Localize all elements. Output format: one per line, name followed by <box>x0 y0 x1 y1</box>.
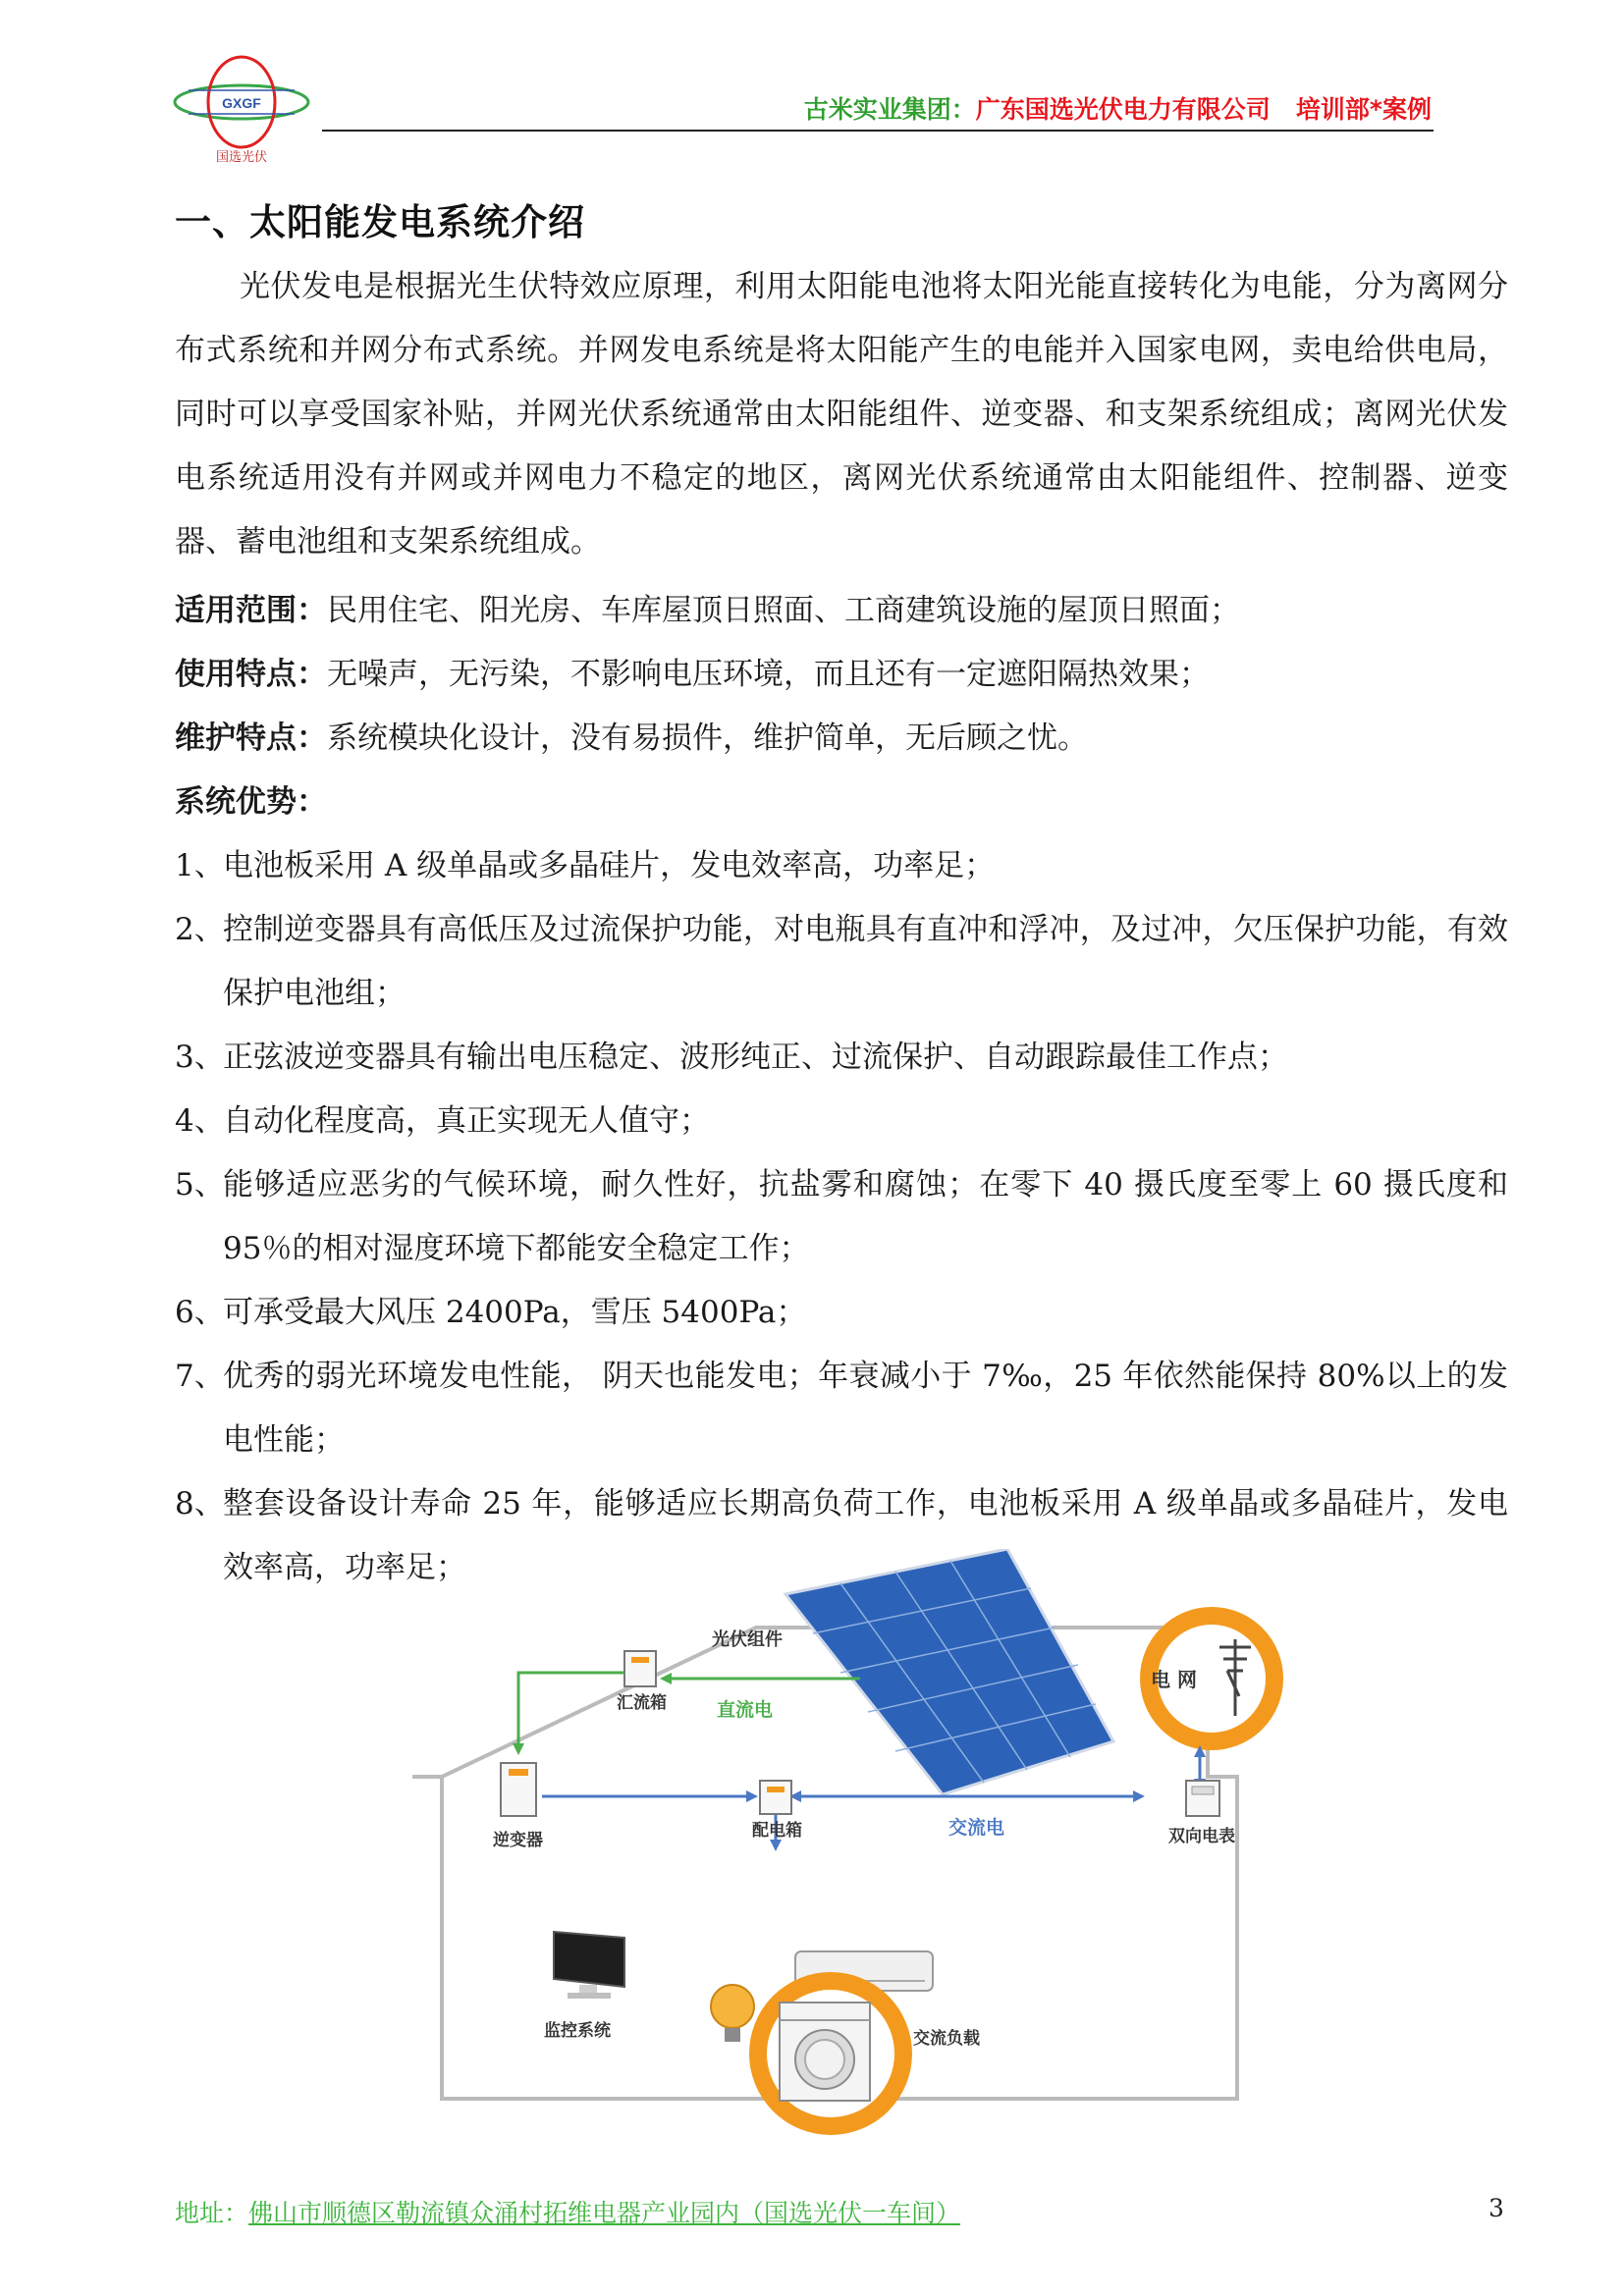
footer-address-text: 佛山市顺德区勒流镇众涌村拓维电器产业园内（国选光伏一车间） <box>248 2199 961 2227</box>
distribution-label: 配电箱 <box>752 1821 802 1841</box>
page-number: 3 <box>1489 2194 1504 2222</box>
list-text: 控制逆变器具有高低压及过流保护功能，对电瓶具有直冲和浮冲，及过冲，欠压保护功能，有效保护电池组； <box>223 912 1508 1011</box>
list-text: 自动化程度高，真正实现无人值守； <box>223 1103 710 1139</box>
feature-label: 适用范围： <box>175 593 327 628</box>
feature-label: 使用特点： <box>175 657 327 692</box>
list-number: 6、 <box>175 1295 225 1330</box>
list-number: 8、 <box>175 1486 225 1522</box>
company-logo <box>169 51 314 167</box>
list-item <box>175 898 1508 1026</box>
intro-paragraph: 光伏发电是根据光生伏特效应原理，利用太阳能电池将太阳光能直接转化为电能，分为离网分布式系统和并网分布式系统。并网发电系统是将太阳能产生的电能并入国家电网，卖电给供电局，同时可以享受国家补贴，并网光伏系统通常由太阳能组件、逆变器、和支架系统组成；离网光伏发电系统适用没有并网或并网电力不稳定的地区，离网光伏系统通常由太阳能组件、控制器、逆变器、蓄电池组和支架系统组成。 <box>175 269 1508 560</box>
section-heading: 一、太阳能发电系统介绍 <box>175 201 585 243</box>
list-item <box>175 1090 1508 1153</box>
list-item <box>175 834 1508 898</box>
list-number: 5、 <box>175 1167 225 1202</box>
list-number: 1、 <box>175 848 225 883</box>
feature-text: 系统模块化设计，没有易损件，维护简单，无后顾之忧。 <box>327 721 1088 756</box>
monitor-label: 监控系统 <box>544 2021 611 2041</box>
advantages-title: 系统优势： <box>175 784 327 820</box>
list-text: 可承受最大风压 2400Pa，雪压 5400Pa； <box>223 1295 807 1330</box>
ac-load-label: 交流负载 <box>913 2029 980 2049</box>
list-number: 7、 <box>175 1359 225 1394</box>
header-title <box>804 90 1432 126</box>
distribution-box <box>760 1781 791 1814</box>
list-text: 电池板采用 A 级单晶或多晶硅片，发电效率高，功率足； <box>223 848 996 883</box>
list-text: 优秀的弱光环境发电性能， 阴天也能发电；年衰减小于 7‰，25 年依然能保持 80%以上的发电性能； <box>223 1359 1508 1458</box>
bidirectional-meter <box>1186 1781 1219 1816</box>
header-group: 古米实业集团： <box>803 95 976 124</box>
feature-usage <box>175 643 1210 707</box>
ac-label: 交流电 <box>948 1817 1005 1839</box>
feature-label: 维护特点： <box>175 721 327 756</box>
list-number: 3、 <box>175 1040 225 1075</box>
header-company: 广东国选光伏电力有限公司 <box>975 95 1271 124</box>
dc-label: 直流电 <box>717 1699 774 1721</box>
washing-machine-icon <box>780 2002 870 2101</box>
list-number: 4、 <box>175 1103 225 1139</box>
feature-maintenance <box>175 707 1088 771</box>
feature-text: 民用住宅、阳光房、车库屋顶日照面、工商建筑设施的屋顶日照面； <box>327 593 1240 628</box>
logo-caption: 国选光伏 <box>215 150 268 165</box>
grid-label: 电 网 <box>1151 1668 1197 1691</box>
list-item <box>175 1026 1508 1090</box>
meter-label: 双向电表 <box>1168 1827 1235 1846</box>
logo-text: GXGF <box>222 95 261 111</box>
footer-label: 地址： <box>175 2199 249 2227</box>
list-text: 整套设备设计寿命 25 年，能够适应长期高负荷工作，电池板采用 A 级单晶或多晶硅片，发电效率高，功率足； <box>223 1486 1508 1585</box>
pv-system-diagram <box>393 1549 1316 2140</box>
list-text: 正弦波逆变器具有输出电压稳定、波形纯正、过流保护、自动跟踪最佳工作点； <box>223 1040 1288 1075</box>
pv-module-label: 光伏组件 <box>712 1629 783 1650</box>
list-text: 能够适应恶劣的气候环境，耐久性好，抗盐雾和腐蚀；在零下 40 摄氏度至零上 60 摄氏度和 95％的相对湿度环境下都能安全稳定工作； <box>223 1167 1508 1266</box>
list-item <box>175 1345 1508 1472</box>
footer-address <box>175 2194 960 2229</box>
feature-scope <box>175 579 1240 643</box>
header-dept: 培训部*案例 <box>1295 95 1432 124</box>
list-item <box>175 1281 1508 1345</box>
list-item <box>175 1153 1508 1281</box>
header-divider <box>322 130 1434 132</box>
list-number: 2、 <box>175 912 225 947</box>
feature-text: 无噪声，无污染，不影响电压环境，而且还有一定遮阳隔热效果； <box>327 657 1210 692</box>
combiner-label: 汇流箱 <box>617 1693 667 1713</box>
inverter-label: 逆变器 <box>493 1831 543 1850</box>
combiner-box <box>624 1651 656 1686</box>
